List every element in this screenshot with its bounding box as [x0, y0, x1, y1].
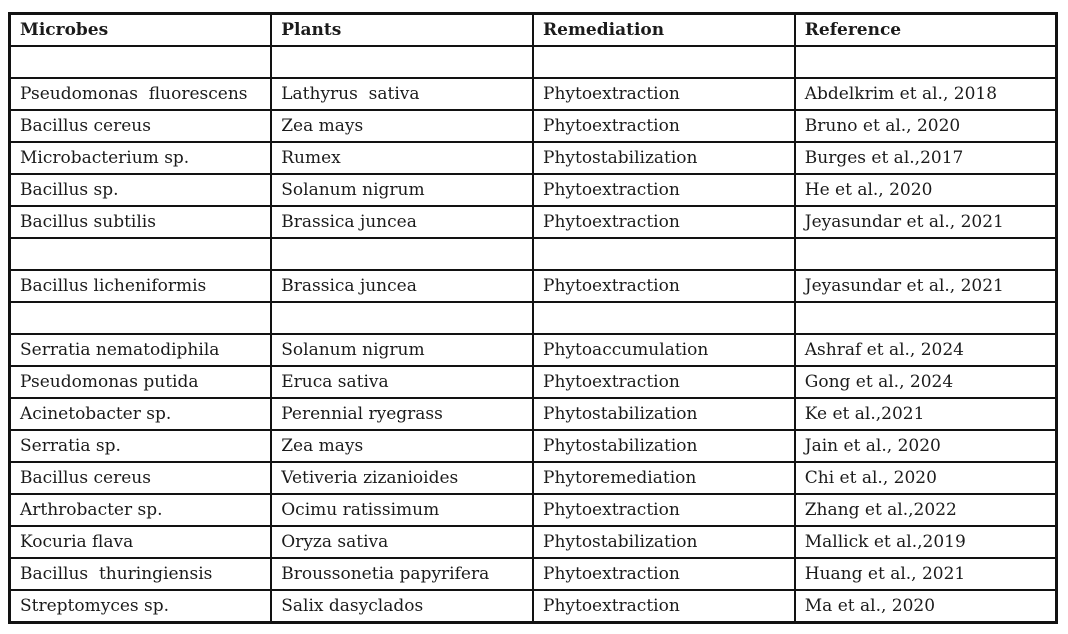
table-cell: Brassica juncea — [271, 270, 533, 302]
table-cell — [533, 238, 795, 270]
table-row — [10, 494, 1057, 526]
table-cell: Phytoextraction — [533, 558, 795, 590]
column-header-reference: Reference — [795, 14, 1057, 47]
table-cell: Phytoextraction — [533, 366, 795, 398]
table-cell: Eruca sativa — [271, 366, 533, 398]
table-cell: Phytoextraction — [533, 590, 795, 623]
table-cell: Ocimu ratissimum — [271, 494, 533, 526]
table-row — [10, 334, 1057, 366]
table-cell — [795, 238, 1057, 270]
table-cell: Serratia sp. — [10, 430, 272, 462]
table-cell: Perennial ryegrass — [271, 398, 533, 430]
table-row — [10, 430, 1057, 462]
table-cell: Ke et al.,2021 — [795, 398, 1057, 430]
header-row — [10, 14, 1057, 47]
table-cell — [271, 302, 533, 334]
table-cell: Ma et al., 2020 — [795, 590, 1057, 623]
table-cell: Zea mays — [271, 110, 533, 142]
table-cell: Acinetobacter sp. — [10, 398, 272, 430]
table-cell — [10, 238, 272, 270]
table-cell — [10, 46, 272, 78]
table-row — [10, 558, 1057, 590]
table-cell: Phytoremediation — [533, 462, 795, 494]
table-cell: Kocuria flava — [10, 526, 272, 558]
table-row — [10, 238, 1057, 270]
table-cell: Ashraf et al., 2024 — [795, 334, 1057, 366]
table-cell: Arthrobacter sp. — [10, 494, 272, 526]
table-cell: Bacillus cereus — [10, 110, 272, 142]
table-cell: Phytoextraction — [533, 110, 795, 142]
table-row — [10, 302, 1057, 334]
table-cell: Phytostabilization — [533, 142, 795, 174]
table-cell: Solanum nigrum — [271, 174, 533, 206]
table-cell: Bacillus thuringiensis — [10, 558, 272, 590]
table-cell: Bacillus licheniformis — [10, 270, 272, 302]
table-cell: Phytoextraction — [533, 78, 795, 110]
table-cell: Pseudomonas putida — [10, 366, 272, 398]
table-cell: Microbacterium sp. — [10, 142, 272, 174]
table-cell: Lathyrus sativa — [271, 78, 533, 110]
table-row — [10, 46, 1057, 78]
table-cell: Huang et al., 2021 — [795, 558, 1057, 590]
table-row — [10, 174, 1057, 206]
table-cell: Phytostabilization — [533, 398, 795, 430]
table-cell: Pseudomonas fluorescens — [10, 78, 272, 110]
table-cell: Phytoextraction — [533, 206, 795, 238]
table-cell: Phytoaccumulation — [533, 334, 795, 366]
table-row — [10, 206, 1057, 238]
table-row — [10, 590, 1057, 623]
table-cell — [10, 302, 272, 334]
table-cell: Rumex — [271, 142, 533, 174]
table-cell: Phytoextraction — [533, 494, 795, 526]
table-cell: Phytoextraction — [533, 174, 795, 206]
table-cell — [795, 302, 1057, 334]
table-cell: Broussonetia papyrifera — [271, 558, 533, 590]
table-cell — [533, 46, 795, 78]
table-cell: Salix dasyclados — [271, 590, 533, 623]
table-cell: Serratia nematodiphila — [10, 334, 272, 366]
table-cell: Jeyasundar et al., 2021 — [795, 206, 1057, 238]
table-cell: Phytostabilization — [533, 430, 795, 462]
table-cell: Mallick et al.,2019 — [795, 526, 1057, 558]
table-row — [10, 270, 1057, 302]
table-row — [10, 526, 1057, 558]
table-cell: Bacillus cereus — [10, 462, 272, 494]
table-row — [10, 366, 1057, 398]
table-row — [10, 78, 1057, 110]
table-cell: Zea mays — [271, 430, 533, 462]
table-cell — [533, 302, 795, 334]
table-row — [10, 142, 1057, 174]
table-cell: Burges et al.,2017 — [795, 142, 1057, 174]
table-cell: Bruno et al., 2020 — [795, 110, 1057, 142]
column-header-microbes: Microbes — [10, 14, 272, 47]
microbes-remediation-table — [8, 12, 1058, 624]
table-cell: Chi et al., 2020 — [795, 462, 1057, 494]
table-body — [10, 46, 1057, 623]
table-cell: Oryza sativa — [271, 526, 533, 558]
column-header-plants: Plants — [271, 14, 533, 47]
table-cell: Jain et al., 2020 — [795, 430, 1057, 462]
table-cell: Bacillus sp. — [10, 174, 272, 206]
table-cell: Abdelkrim et al., 2018 — [795, 78, 1057, 110]
table-cell: Zhang et al.,2022 — [795, 494, 1057, 526]
table-row — [10, 398, 1057, 430]
table-cell: Jeyasundar et al., 2021 — [795, 270, 1057, 302]
table-row — [10, 462, 1057, 494]
table-cell: Streptomyces sp. — [10, 590, 272, 623]
table-cell: Phytoextraction — [533, 270, 795, 302]
table-cell: He et al., 2020 — [795, 174, 1057, 206]
table-cell — [271, 238, 533, 270]
table-cell: Phytostabilization — [533, 526, 795, 558]
table-cell — [271, 46, 533, 78]
column-header-remediation: Remediation — [533, 14, 795, 47]
table-cell: Vetiveria zizanioides — [271, 462, 533, 494]
table-cell: Bacillus subtilis — [10, 206, 272, 238]
table-cell: Brassica juncea — [271, 206, 533, 238]
table-row — [10, 110, 1057, 142]
table-cell: Gong et al., 2024 — [795, 366, 1057, 398]
table-cell — [795, 46, 1057, 78]
table-cell: Solanum nigrum — [271, 334, 533, 366]
